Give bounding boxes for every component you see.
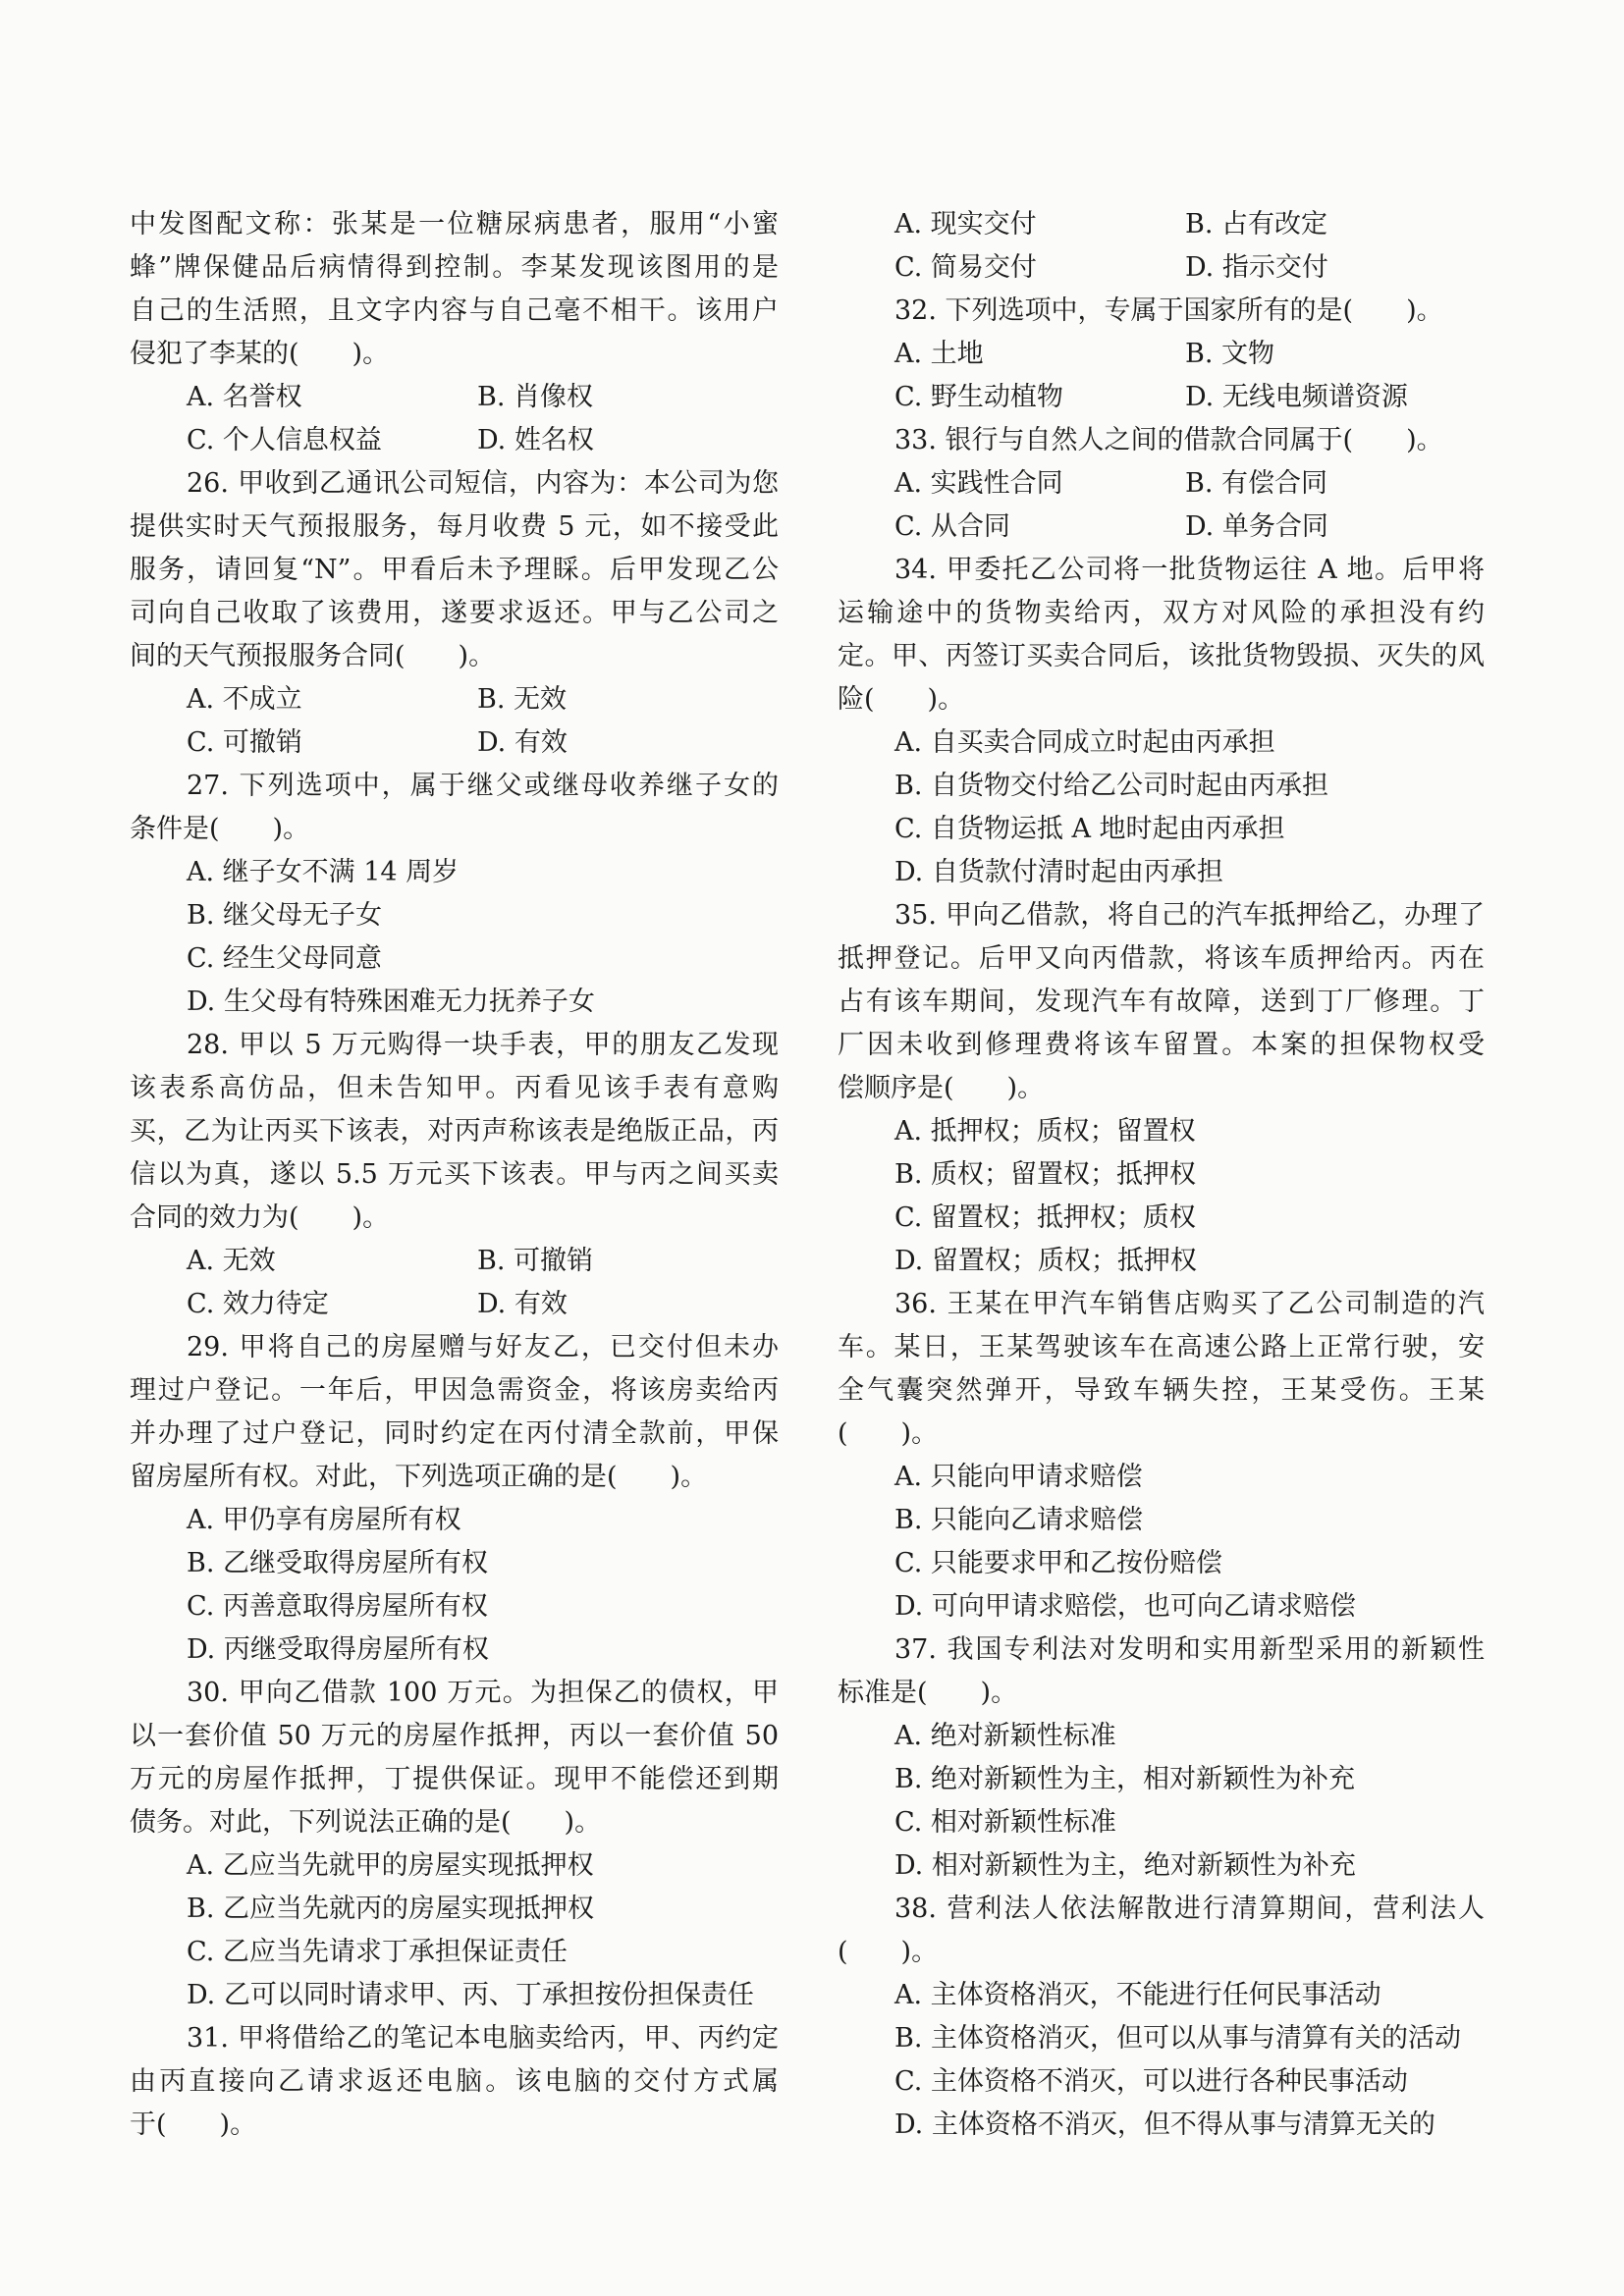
option-row — [130, 1629, 779, 1672]
stem-line — [130, 808, 779, 851]
stem-line — [130, 1024, 779, 1067]
stem-text: 我国专利法对发明和实用新型采用的新颖性 — [947, 1634, 1485, 1665]
stem-text: 蜂”牌保健品后病情得到控制。李某发现该图用的是 — [130, 252, 779, 283]
stem-line — [838, 1672, 1485, 1715]
option-b: B. 肖像权 — [477, 382, 594, 412]
option-d: D. 乙可以同时请求甲、丙、丁承担按份担保责任 — [187, 1980, 754, 2010]
option-d: D. 无线电频谱资源 — [1185, 382, 1408, 412]
stem-line — [130, 1369, 779, 1413]
stem-text: 万元的房屋作抵押，丁提供保证。现甲不能偿还到期 — [130, 1764, 779, 1794]
option-c: C. 相对新颖性标准 — [894, 1807, 1116, 1838]
option-c: C. 个人信息权益 — [187, 425, 382, 455]
option-row — [130, 1974, 779, 2017]
question-29 — [130, 1326, 779, 1672]
stem-text: 由丙直接向乙请求返还电脑。该电脑的交付方式属 — [130, 2066, 779, 2097]
option-d: D. 有效 — [477, 1289, 568, 1319]
option-row — [130, 981, 779, 1024]
stem-line — [130, 1326, 779, 1369]
option-d: D. 指示交付 — [1185, 252, 1328, 283]
stem-text: 全气囊突然弹开，导致车辆失控，王某受伤。王某 — [838, 1375, 1485, 1406]
option-row — [130, 1931, 779, 1974]
stem-line — [838, 290, 1485, 333]
option-d: D. 有效 — [477, 727, 568, 758]
stem-line — [838, 1931, 1485, 1974]
question-number: 34. — [894, 555, 937, 585]
option-row — [130, 937, 779, 981]
option-d: D. 主体资格不消灭，但不得从事与清算无关的 — [894, 2109, 1435, 2140]
option-row — [130, 1283, 779, 1326]
stem-line — [130, 2060, 779, 2104]
option-row — [130, 1585, 779, 1629]
stem-line — [838, 592, 1485, 635]
stem-text: 抵押登记。后甲又向丙借款，将该车质押给丙。丙在 — [838, 943, 1485, 974]
stem-line — [130, 506, 779, 549]
option-row — [838, 1153, 1485, 1197]
option-row — [838, 1974, 1485, 2017]
option-a: A. 只能向甲请求赔偿 — [894, 1462, 1143, 1492]
option-row — [838, 1844, 1485, 1888]
stem-line — [130, 333, 779, 376]
stem-text: 占有该车期间，发现汽车有故障，送到丁厂修理。丁 — [838, 987, 1485, 1017]
option-d: D. 自货款付清时起由丙承担 — [894, 857, 1223, 887]
option-a: A. 名誉权 — [187, 382, 302, 412]
question-28 — [130, 1024, 779, 1326]
stem-line — [838, 981, 1485, 1024]
option-row — [838, 333, 1485, 376]
stem-text: 王某在甲汽车销售店购买了乙公司制造的汽 — [947, 1289, 1485, 1319]
stem-line — [130, 462, 779, 506]
option-a: A. 乙应当先就甲的房屋实现抵押权 — [187, 1850, 594, 1881]
option-row — [838, 1542, 1485, 1585]
option-row — [130, 851, 779, 894]
option-c: C. 留置权；抵押权；质权 — [894, 1202, 1196, 1233]
stem-text: 甲向乙借款，将自己的汽车抵押给乙，办理了 — [946, 900, 1485, 931]
option-b: B. 自货物交付给乙公司时起由丙承担 — [894, 771, 1329, 801]
option-d: D. 可向甲请求赔偿，也可向乙请求赔偿 — [894, 1591, 1356, 1622]
right-column — [838, 203, 1485, 2147]
option-c: C. 乙应当先请求丁承担保证责任 — [187, 1937, 568, 1967]
option-row — [130, 1240, 779, 1283]
option-c: C. 主体资格不消灭，可以进行各种民事活动 — [894, 2066, 1408, 2097]
stem-text: 提供实时天气预报服务，每月收费 5 元，如不接受此 — [130, 511, 779, 542]
stem-line — [838, 1888, 1485, 1931]
question-32 — [838, 290, 1485, 419]
option-row — [130, 1844, 779, 1888]
stem-line — [130, 1110, 779, 1153]
option-row — [838, 851, 1485, 894]
option-d: D. 丙继受取得房屋所有权 — [187, 1634, 489, 1665]
option-a: A. 实践性合同 — [894, 468, 1063, 499]
option-row — [838, 1240, 1485, 1283]
stem-text: 甲委托乙公司将一批货物运往 A 地。后甲将 — [946, 555, 1485, 585]
option-c: C. 只能要求甲和乙按份赔偿 — [894, 1548, 1222, 1578]
stem-text: 厂因未收到修理费将该车留置。本案的担保物权受 — [838, 1030, 1485, 1060]
stem-text: 留房屋所有权。对此，下列选项正确的是( )。 — [130, 1462, 708, 1492]
option-row — [838, 1758, 1485, 1801]
stem-text: 定。甲、丙签订买卖合同后，该批货物毁损、灭失的风 — [838, 641, 1485, 671]
option-b: B. 可撤销 — [477, 1246, 594, 1276]
question-number: 33. — [894, 425, 937, 455]
stem-text: 债务。对此，下列说法正确的是( )。 — [130, 1807, 602, 1838]
stem-text: 司向自己收取了该费用，遂要求返还。甲与乙公司之 — [130, 598, 779, 628]
option-b: B. 主体资格消灭，但可以从事与清算有关的活动 — [894, 2023, 1462, 2054]
stem-text: 甲收到乙通讯公司短信，内容为：本公司为您 — [238, 468, 779, 499]
stem-line — [130, 2017, 779, 2060]
stem-line — [838, 1369, 1485, 1413]
question-33 — [838, 419, 1485, 549]
stem-text: 自己的生活照，且文字内容与自己毫不相干。该用户 — [130, 295, 779, 326]
stem-text: 条件是( )。 — [130, 814, 310, 844]
stem-line — [838, 1283, 1485, 1326]
stem-line — [130, 549, 779, 592]
option-row — [838, 506, 1485, 549]
stem-line — [130, 203, 779, 246]
stem-text: 合同的效力为( )。 — [130, 1202, 390, 1233]
question-26 — [130, 462, 779, 765]
option-row — [130, 419, 779, 462]
option-a: A. 主体资格消灭，不能进行任何民事活动 — [894, 1980, 1381, 2010]
stem-line — [130, 592, 779, 635]
stem-line — [838, 1024, 1485, 1067]
option-row — [838, 2104, 1485, 2147]
question-number: 37. — [894, 1634, 937, 1665]
stem-text: 甲将自己的房屋赠与好友乙，已交付但未办 — [239, 1332, 779, 1362]
stem-text: 营利法人依法解散进行清算期间，营利法人 — [947, 1894, 1485, 1924]
option-c: C. 效力待定 — [187, 1289, 329, 1319]
option-row — [130, 1888, 779, 1931]
stem-text: 于( )。 — [130, 2109, 257, 2140]
stem-line — [838, 1413, 1485, 1456]
option-a: A. 自买卖合同成立时起由丙承担 — [894, 727, 1275, 758]
option-c: C. 从合同 — [894, 511, 1010, 542]
option-b: B. 只能向乙请求赔偿 — [894, 1505, 1144, 1535]
stem-line — [838, 937, 1485, 981]
option-row — [838, 808, 1485, 851]
option-d: D. 姓名权 — [477, 425, 594, 455]
stem-text: 运输途中的货物卖给丙，双方对风险的承担没有约 — [838, 598, 1485, 628]
option-b: B. 质权；留置权；抵押权 — [894, 1159, 1197, 1190]
question-number: 30. — [187, 1678, 229, 1708]
option-row — [838, 1715, 1485, 1758]
question-number: 36. — [894, 1289, 937, 1319]
stem-line — [838, 894, 1485, 937]
option-row — [838, 2060, 1485, 2104]
option-a: A. 继子女不满 14 周岁 — [187, 857, 460, 887]
option-row — [838, 1110, 1485, 1153]
stem-line — [130, 1672, 779, 1715]
stem-text: 服务，请回复“N”。甲看后未予理睬。后甲发现乙公 — [130, 555, 779, 585]
stem-text: 理过户登记。一年后，甲因急需资金，将该房卖给丙 — [130, 1375, 779, 1406]
stem-text: ( )。 — [838, 1937, 939, 1967]
option-a: A. 土地 — [894, 339, 984, 369]
option-row — [838, 1197, 1485, 1240]
option-row — [130, 1499, 779, 1542]
option-d: D. 留置权；质权；抵押权 — [894, 1246, 1197, 1276]
option-row — [838, 765, 1485, 808]
question-27 — [130, 765, 779, 1024]
option-c: C. 自货物运抵 A 地时起由丙承担 — [894, 814, 1285, 844]
option-a: A. 抵押权；质权；留置权 — [894, 1116, 1196, 1147]
option-d: D. 生父母有特殊困难无力抚养子女 — [187, 987, 595, 1017]
stem-text: 标准是( )。 — [838, 1678, 1018, 1708]
option-c: C. 丙善意取得房屋所有权 — [187, 1591, 488, 1622]
stem-line — [838, 1629, 1485, 1672]
stem-text: 偿顺序是( )。 — [838, 1073, 1045, 1103]
stem-line — [838, 1326, 1485, 1369]
stem-line — [130, 1197, 779, 1240]
option-row — [838, 721, 1485, 765]
question-number: 32. — [894, 295, 937, 326]
stem-text: 间的天气预报服务合同( )。 — [130, 641, 496, 671]
stem-line — [130, 2104, 779, 2147]
option-b: B. 文物 — [1185, 339, 1275, 369]
option-row — [838, 1499, 1485, 1542]
stem-text: 并办理了过户登记，同时约定在丙付清全款前，甲保 — [130, 1418, 779, 1449]
question-number: 31. — [187, 2023, 229, 2054]
option-b: B. 占有改定 — [1185, 209, 1328, 240]
stem-line — [130, 1758, 779, 1801]
stem-text: 车。某日，王某驾驶该车在高速公路上正常行驶，安 — [838, 1332, 1485, 1362]
option-row — [130, 1542, 779, 1585]
option-b: B. 绝对新颖性为主，相对新颖性为补充 — [894, 1764, 1356, 1794]
option-a: A. 甲仍享有房屋所有权 — [187, 1505, 461, 1535]
question-continued — [838, 203, 1485, 290]
question-number: 28. — [187, 1030, 229, 1060]
option-row — [130, 721, 779, 765]
option-c: C. 可撤销 — [187, 727, 302, 758]
option-a: A. 不成立 — [187, 684, 302, 715]
left-column — [130, 203, 779, 2147]
stem-line — [130, 1153, 779, 1197]
stem-text: ( )。 — [838, 1418, 939, 1449]
option-c: C. 简易交付 — [894, 252, 1037, 283]
stem-text: 下列选项中，属于继父或继母收养继子女的 — [239, 771, 779, 801]
option-row — [838, 203, 1485, 246]
option-a: A. 绝对新颖性标准 — [894, 1721, 1116, 1751]
stem-text: 甲向乙借款 100 万元。为担保乙的债权，甲 — [238, 1678, 779, 1708]
stem-line — [838, 549, 1485, 592]
option-row — [838, 462, 1485, 506]
stem-text: 下列选项中，专属于国家所有的是( )。 — [945, 295, 1443, 326]
stem-line — [130, 1801, 779, 1844]
stem-text: 侵犯了李某的( )。 — [130, 339, 390, 369]
option-row — [838, 1801, 1485, 1844]
stem-line — [838, 678, 1485, 721]
option-row — [838, 1585, 1485, 1629]
question-31 — [130, 2017, 779, 2147]
question-number: 38. — [894, 1894, 937, 1924]
option-b: B. 无效 — [477, 684, 568, 715]
stem-line — [130, 765, 779, 808]
option-b: B. 继父母无子女 — [187, 900, 383, 931]
question-number: 35. — [894, 900, 937, 931]
question-number: 26. — [187, 468, 229, 499]
question-number: 29. — [187, 1332, 229, 1362]
question-30 — [130, 1672, 779, 2017]
option-b: B. 乙继受取得房屋所有权 — [187, 1548, 489, 1578]
stem-line — [130, 1067, 779, 1110]
stem-line — [130, 1413, 779, 1456]
question-34 — [838, 549, 1485, 894]
option-a: A. 无效 — [187, 1246, 276, 1276]
stem-text: 买，乙为让丙买下该表，对丙声称该表是绝版正品，丙 — [130, 1116, 779, 1147]
stem-text: 甲将借给乙的笔记本电脑卖给丙，甲、丙约定 — [238, 2023, 779, 2054]
option-a: A. 现实交付 — [894, 209, 1037, 240]
stem-text: 中发图配文称：张某是一位糖尿病患者，服用“小蜜 — [130, 209, 779, 240]
stem-line — [130, 635, 779, 678]
option-row — [838, 1456, 1485, 1499]
stem-text: 甲以 5 万元购得一块手表，甲的朋友乙发现 — [239, 1030, 779, 1060]
option-row — [838, 2017, 1485, 2060]
question-continued — [130, 203, 779, 462]
option-b: B. 有偿合同 — [1185, 468, 1328, 499]
stem-text: 银行与自然人之间的借款合同属于( )。 — [945, 425, 1443, 455]
option-c: C. 经生父母同意 — [187, 943, 382, 974]
stem-line — [130, 1456, 779, 1499]
option-d: D. 相对新颖性为主，绝对新颖性为补充 — [894, 1850, 1356, 1881]
stem-line — [130, 1715, 779, 1758]
stem-line — [130, 290, 779, 333]
stem-line — [838, 635, 1485, 678]
option-d: D. 单务合同 — [1185, 511, 1328, 542]
option-row — [838, 246, 1485, 290]
stem-line — [838, 1067, 1485, 1110]
option-row — [838, 376, 1485, 419]
stem-text: 险( )。 — [838, 684, 965, 715]
stem-text: 以一套价值 50 万元的房屋作抵押，丙以一套价值 50 — [130, 1721, 779, 1751]
stem-text: 该表系高仿品，但未告知甲。丙看见该手表有意购 — [130, 1073, 779, 1103]
question-37 — [838, 1629, 1485, 1888]
stem-line — [130, 246, 779, 290]
stem-line — [838, 419, 1485, 462]
option-b: B. 乙应当先就丙的房屋实现抵押权 — [187, 1894, 595, 1924]
question-38 — [838, 1888, 1485, 2147]
question-number: 27. — [187, 771, 229, 801]
option-row — [130, 678, 779, 721]
option-c: C. 野生动植物 — [894, 382, 1063, 412]
option-row — [130, 376, 779, 419]
option-row — [130, 894, 779, 937]
question-35 — [838, 894, 1485, 1283]
question-36 — [838, 1283, 1485, 1629]
stem-text: 信以为真，遂以 5.5 万元买下该表。甲与丙之间买卖 — [130, 1159, 779, 1190]
